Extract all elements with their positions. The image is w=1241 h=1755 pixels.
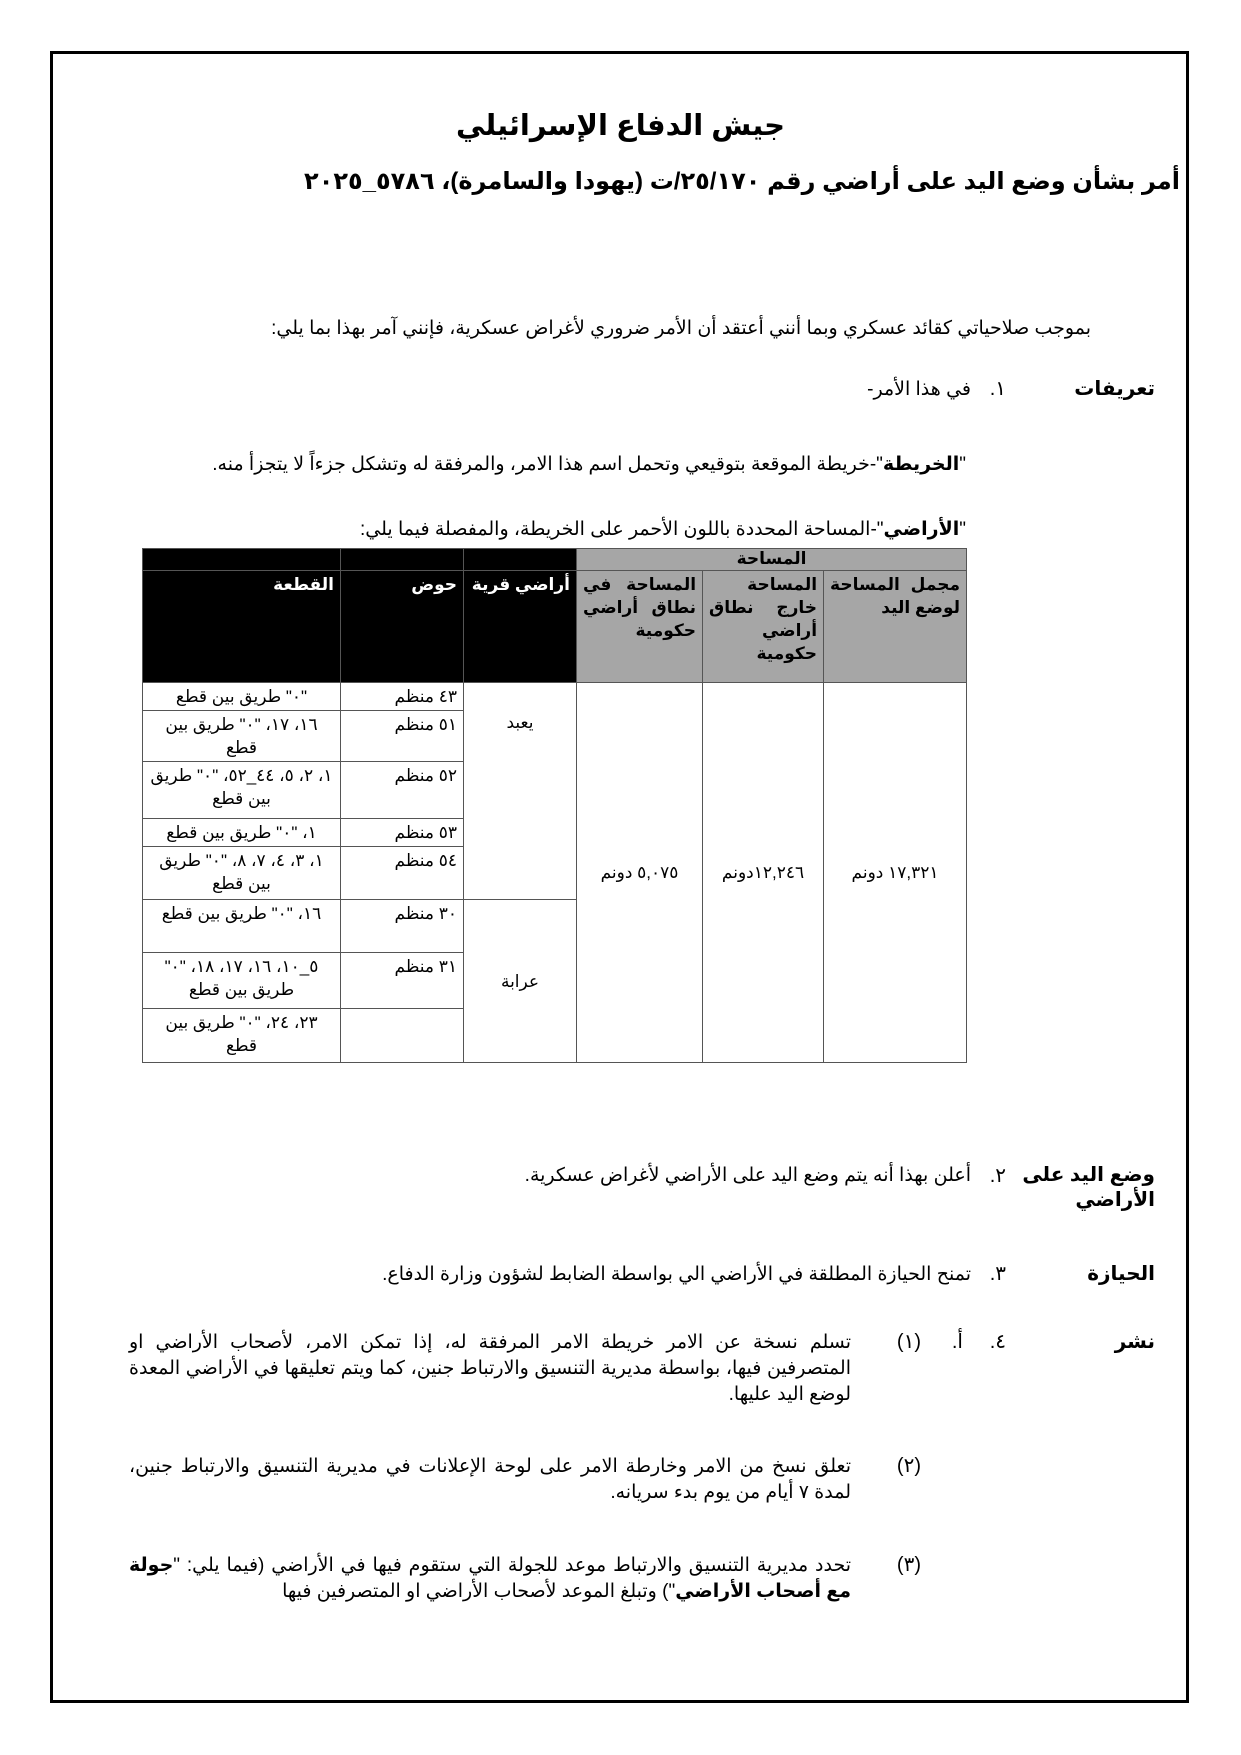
parcel-cell: ١، "٠" طريق بين قطع bbox=[143, 819, 341, 847]
village-cell: يعبد bbox=[464, 683, 577, 900]
parcel-cell: ١٦، ١٧، "٠" طريق بين قطع bbox=[143, 711, 341, 762]
item-3-text bbox=[129, 1553, 851, 1605]
definition-map-term: الخريطة bbox=[882, 454, 960, 475]
outside-gov-area-cell: ١٢,٢٤٦دونم bbox=[703, 683, 824, 1063]
header-outside-gov: المساحة خارج نطاق أراضي حكومية bbox=[703, 571, 824, 683]
lands-table bbox=[142, 548, 967, 1063]
parcel-cell: ٥_١٠، ١٦، ١٧، ١٨، "٠" طريق بين قطع bbox=[143, 953, 341, 1009]
parcel-cell: "٠" طريق بين قطع bbox=[143, 683, 341, 711]
parcel-cell: ١٦، "٠" طريق بين قطع bbox=[143, 900, 341, 953]
section-number-4: ٤. bbox=[989, 1331, 1006, 1353]
block-cell: ٤٣ منظم bbox=[341, 683, 464, 711]
section-label-definitions: تعريفات bbox=[1074, 378, 1155, 400]
block-cell: ٥٤ منظم bbox=[341, 847, 464, 900]
order-title: أمر بشأن وضع اليد على أراضي رقم ٢٥/١٧٠/ت (يهودا والسامرة)، ٥٧٨٦_٢٠٢٥ bbox=[304, 168, 1180, 195]
block-cell: ٥١ منظم bbox=[341, 711, 464, 762]
village-cell: عرابة bbox=[464, 900, 577, 1063]
definition-lands: "الأراضي"-المساحة المحددة باللون الأحمر على الخريطة، والمفصلة فيما يلي: bbox=[360, 519, 966, 540]
parcel-cell: ٢٣، ٢٤، "٠" طريق بين قطع bbox=[143, 1009, 341, 1063]
header-total: مجمل المساحة لوضع اليد bbox=[824, 571, 967, 683]
section-number-1: ١. bbox=[989, 378, 1006, 400]
subsection-letter-a: أ. bbox=[951, 1331, 963, 1353]
definition-map-text: -خريطة الموقعة بتوقيعي وتحمل اسم هذا الامر، والمرفقة له وتشكل جزءاً لا يتجزأ منه. bbox=[212, 454, 877, 475]
block-cell bbox=[341, 1009, 464, 1063]
parcel-cell: ١، ٢، ٥، ٤٤_٥٢، "٠" طريق بين قطع bbox=[143, 762, 341, 819]
header-spacer bbox=[143, 549, 341, 571]
section-3-text: تمنح الحيازة المطلقة في الأراضي الي بواسطة الضابط لشؤون وزارة الدفاع. bbox=[382, 1264, 971, 1285]
section-1-text: في هذا الأمر- bbox=[867, 379, 971, 400]
header-spacer bbox=[341, 549, 464, 571]
definition-lands-term: الأراضي bbox=[883, 519, 960, 540]
preamble: بموجب صلاحياتي كقائد عسكري وبما أنني أعتقد أن الأمر ضروري لأغراض عسكرية، فإنني آمر بهذا بما يلي: bbox=[271, 318, 1091, 339]
item-3-text-bold: جولة مع أصحاب الأراضي bbox=[129, 1555, 851, 1602]
parcel-cell: ١، ٣، ٤، ٧، ٨، "٠" طريق بين قطع bbox=[143, 847, 341, 900]
item-marker-3: (٣) bbox=[896, 1554, 921, 1576]
section-label-publication: نشر bbox=[1114, 1331, 1155, 1353]
inside-gov-area-cell: ٥,٠٧٥ دونم bbox=[577, 683, 703, 1063]
header-inside-gov: المساحة في نطاق أراضي حكومية bbox=[577, 571, 703, 683]
item-marker-1: (١) bbox=[896, 1331, 921, 1353]
section-2-text: أعلن بهذا أنه يتم وضع اليد على الأراضي لأغراض عسكرية. bbox=[524, 1165, 971, 1186]
block-cell: ٣٠ منظم bbox=[341, 900, 464, 953]
definition-lands-text: -المساحة المحددة باللون الأحمر على الخريطة، والمفصلة فيما يلي: bbox=[360, 519, 877, 540]
section-label-seizure: وضع اليد على الأراضي bbox=[1022, 1164, 1155, 1211]
item-1-text: تسلم نسخة عن الامر خريطة الامر المرفقة له، إذا تمكن الامر، لأصحاب الأراضي او المتصرفين فيها، بواسطة مديرية التنسيق والارتباط جنين، كما ويتم تعليقها في الأراضي المعدة لوضع اليد عليها. bbox=[129, 1332, 851, 1405]
item-marker-2: (٢) bbox=[896, 1455, 921, 1477]
item-2-text: تعلق نسخ من الامر وخارطة الامر على لوحة الإعلانات في مديرية التنسيق والارتباط جنين، لمدة ٧ أيام من يوم بدء سريانه. bbox=[129, 1456, 851, 1503]
section-number-3: ٣. bbox=[989, 1263, 1006, 1285]
header-block: حوض bbox=[341, 571, 464, 683]
block-cell: ٥٣ منظم bbox=[341, 819, 464, 847]
section-label-possession: الحيازة bbox=[1087, 1263, 1155, 1285]
header-spacer bbox=[464, 549, 577, 571]
block-cell: ٥٢ منظم bbox=[341, 762, 464, 819]
header-village: أراضي قرية bbox=[464, 571, 577, 683]
definition-map: "الخريطة"-خريطة الموقعة بتوقيعي وتحمل اسم هذا الامر، والمرفقة له وتشكل جزءاً لا يتجزأ منه. bbox=[212, 454, 966, 475]
header-parcel: القطعة bbox=[143, 571, 341, 683]
section-number-2: ٢. bbox=[989, 1165, 1006, 1187]
item-3-text-before: تحدد مديرية التنسيق والارتباط موعد للجولة التي ستقوم فيها في الأراضي (فيما يلي: " bbox=[173, 1555, 851, 1576]
table-row bbox=[143, 683, 967, 711]
block-cell: ٣١ منظم bbox=[341, 953, 464, 1009]
item-3-text-after: ") وتبلغ الموعد لأصحاب الأراضي او المتصرفين فيها bbox=[282, 1581, 676, 1602]
document-title: جيش الدفاع الإسرائيلي bbox=[455, 110, 786, 142]
total-area-cell: ١٧,٣٢١ دونم bbox=[824, 683, 967, 1063]
table-group-header: المساحة bbox=[577, 549, 967, 571]
